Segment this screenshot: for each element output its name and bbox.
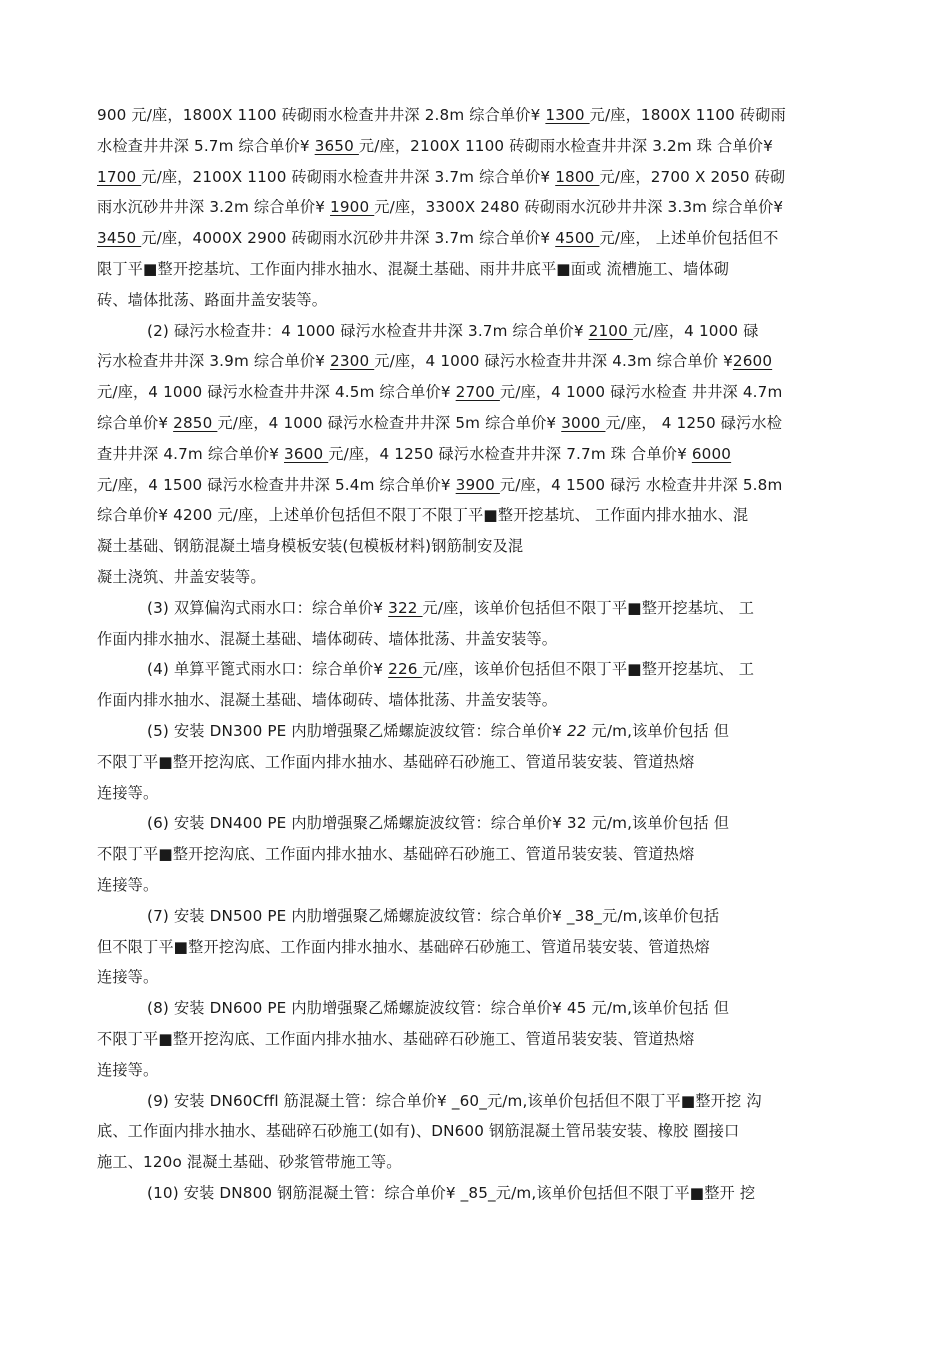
price-value: 2850 — [173, 413, 218, 432]
price-value: 6000 — [691, 444, 732, 463]
text-line: 综合单价¥ 4200 元/座，上述单价包括但不限丁不限丁平■整开挖基坑、 工作面内排水抽水、混 — [97, 506, 749, 525]
text-line: (7) 安装 DN500 PE 内肋增强聚乙烯螺旋波纹管：综合单价¥ _38_元/m,该单价包括 — [147, 906, 720, 925]
price-value: 2600 — [732, 352, 773, 371]
price-value: 4500 — [555, 229, 600, 248]
text-line: 但不限丁平■整开挖沟底、工作面内排水抽水、基础碎石砂施工、管道吊装安装、管道热熔 — [97, 937, 710, 956]
text-line: (8) 安装 DN600 PE 内肋增强聚乙烯螺旋波纹管：综合单价¥ 45 元/m,该单价包括 但 — [147, 999, 730, 1018]
text-line: 底、工作面内排水抽水、基础碎石砂施工(如有)、DN600 钢筋混凝土管吊装安装、橡胶 圈接口 — [97, 1122, 740, 1141]
text-line: 元/座，4 1000 碌污水检查井井深 4.5m 综合单价¥ 2700 元/座，4 1000 碌污水检查 井井深 4.7m — [97, 383, 783, 402]
text-line: 作面内排水抽水、混凝土基础、墙体砌砖、墙体批荡、井盖安装等。 — [97, 629, 558, 648]
text-line: 综合单价¥ 2850 元/座，4 1000 碌污水检查井井深 5m 综合单价¥ 3000 元/座， 4 1250 碌污水检 — [97, 413, 783, 432]
text-line: (3) 双算偏沟式雨水口：综合单价¥ 322 元/座，该单价包括但不限丁平■整开挖基坑、 工 — [147, 598, 755, 617]
paragraph-2 — [97, 316, 859, 593]
text-line: 砖、墙体批荡、路面井盖安装等。 — [97, 290, 328, 309]
paragraph-5 — [97, 716, 859, 808]
price-value: 3650 — [314, 136, 359, 155]
text-line: (4) 单算平篦式雨水口：综合单价¥ 226 元/座，该单价包括但不限丁平■整开挖基坑、 工 — [147, 660, 755, 679]
price-value: 3000 — [561, 413, 606, 432]
text-line: 连接等。 — [97, 783, 159, 802]
price-value: 226 — [388, 660, 423, 679]
text-line: 不限丁平■整开挖沟底、工作面内排水抽水、基础碎石砂施工、管道吊装安装、管道热熔 — [97, 845, 695, 864]
text-line: 1700 元/座，2100X 1100 砖砌雨水检查井井深 3.7m 综合单价¥ 1800 元/座，2700 X 2050 砖砌 — [97, 167, 786, 186]
price-value: 3600 — [284, 444, 329, 463]
text-line: 查井井深 4.7m 综合单价¥ 3600 元/座，4 1250 碌污水检查井井深 7.7m 珠 合单价¥ 6000 — [97, 444, 732, 463]
paragraph-8 — [97, 993, 859, 1085]
text-line: 污水检查井井深 3.9m 综合单价¥ 2300 元/座，4 1000 碌污水检查井井深 4.3m 综合单价 ¥2600 — [97, 352, 773, 371]
price-value: 1300 — [545, 106, 590, 124]
text-line: (6) 安装 DN400 PE 内肋增强聚乙烯螺旋波纹管：综合单价¥ 32 元/m,该单价包括 但 — [147, 814, 730, 833]
price-value: 2700 — [455, 383, 500, 402]
text-line: 连接等。 — [97, 968, 159, 987]
text-line: 限丁平■整开挖基坑、工作面内排水抽水、混凝土基础、雨井井底平■面或 流槽施工、墙体砌 — [97, 259, 730, 278]
text-line: 凝土浇筑、井盖安装等。 — [97, 567, 266, 586]
text-line: 900 元/座，1800X 1100 砖砌雨水检查井井深 2.8m 综合单价¥ 1300 元/座，1800X 1100 砖砌雨 — [97, 106, 786, 124]
price-value: 1700 — [97, 167, 142, 186]
price-value: 2300 — [330, 352, 375, 371]
text-line: 施工、120o 混凝土基础、砂浆管带施工等。 — [97, 1153, 402, 1172]
paragraph-3 — [97, 593, 859, 655]
price-value: 1900 — [330, 198, 375, 217]
text-line: 作面内排水抽水、混凝土基础、墙体砌砖、墙体批荡、井盖安装等。 — [97, 691, 558, 710]
paragraph-7 — [97, 901, 859, 993]
price-value: 322 — [388, 598, 423, 617]
text-line: (5) 安装 DN300 PE 内肋增强聚乙烯螺旋波纹管：综合单价¥ 22 元/m,该单价包括 但 — [147, 721, 730, 740]
paragraph-6 — [97, 808, 859, 900]
price-value: 3900 — [455, 475, 500, 494]
price-value: 3450 — [97, 229, 142, 248]
text-line: 不限丁平■整开挖沟底、工作面内排水抽水、基础碎石砂施工、管道吊装安装、管道热熔 — [97, 752, 695, 771]
text-line: (10) 安装 DN800 钢筋混凝土管：综合单价¥ _85_元/m,该单价包括但不限丁平■整开 挖 — [147, 1183, 756, 1202]
paragraph-4 — [97, 654, 859, 716]
price-value: 2100 — [588, 321, 633, 340]
text-line: 凝土基础、钢筋混凝土墙身模板安装(包模板材料)钢筋制安及混 — [97, 537, 524, 556]
price-value: 22 — [566, 721, 592, 740]
text-line: 3450 元/座，4000X 2900 砖砌雨水沉砂井井深 3.7m 综合单价¥ 4500 元/座， 上述单价包括但不 — [97, 229, 779, 248]
paragraph-9 — [97, 1086, 859, 1178]
text-line: 雨水沉砂井井深 3.2m 综合单价¥ 1900 元/座，3300X 2480 砖砌雨水沉砂井井深 3.3m 综合单价¥ — [97, 198, 784, 217]
text-line: 水检查井井深 5.7m 综合单价¥ 3650 元/座，2100X 1100 砖砌雨水检查井井深 3.2m 珠 合单价¥ — [97, 136, 773, 155]
text-line: (2) 碌污水检查井：4 1000 碌污水检查井井深 3.7m 综合单价¥ 2100 元/座，4 1000 碌 — [147, 321, 759, 340]
document-page — [97, 100, 859, 1209]
paragraph-10 — [97, 1178, 859, 1209]
text-line: 连接等。 — [97, 1060, 159, 1079]
paragraph-1 — [97, 100, 859, 316]
text-line: 连接等。 — [97, 875, 159, 894]
price-value: 1800 — [555, 167, 600, 186]
text-line: (9) 安装 DN60Cffl 筋混凝土管：综合单价¥ _60_元/m,该单价包括但不限丁平■整开挖 沟 — [147, 1091, 762, 1110]
text-line: 不限丁平■整开挖沟底、工作面内排水抽水、基础碎石砂施工、管道吊装安装、管道热熔 — [97, 1029, 695, 1048]
text-line: 元/座，4 1500 碌污水检查井井深 5.4m 综合单价¥ 3900 元/座，4 1500 碌污 水检查井井深 5.8m — [97, 475, 783, 494]
